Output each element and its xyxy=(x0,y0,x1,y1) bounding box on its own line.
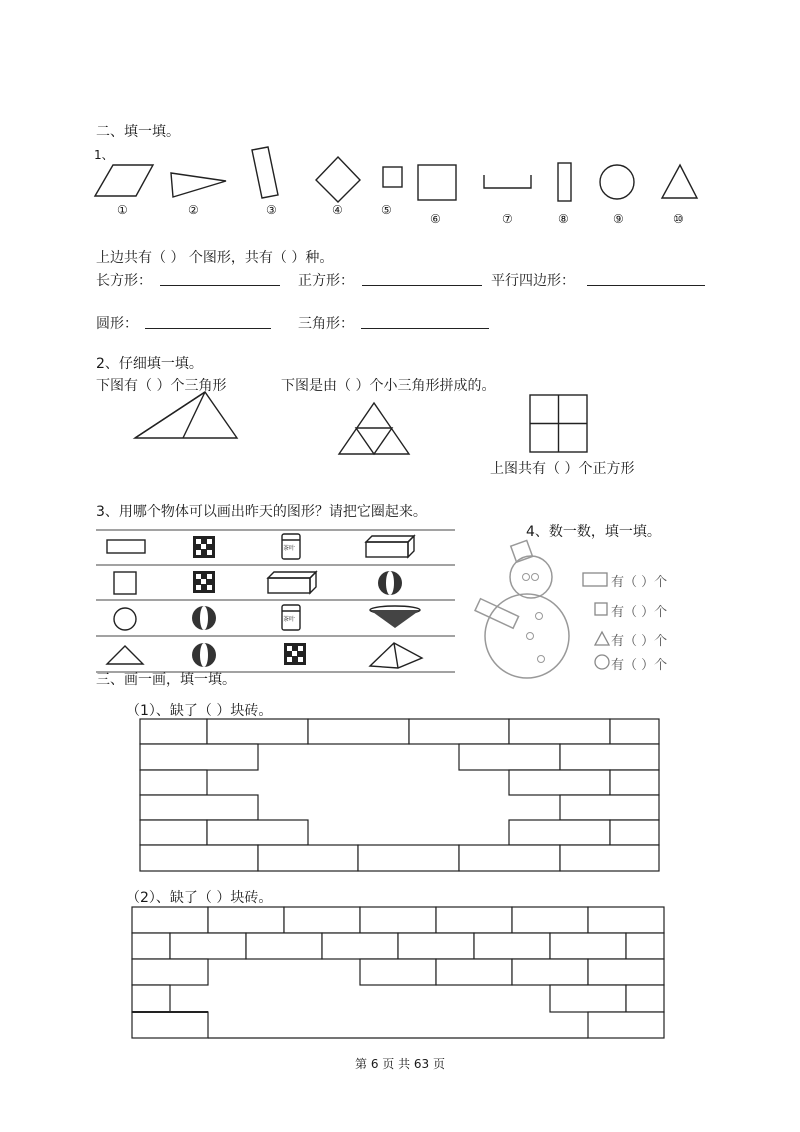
tea-can-label: 茶叶 xyxy=(283,616,296,623)
shape-label-1: ① xyxy=(117,203,128,217)
q3-heading: 3、用哪个物体可以画出昨天的图形？请把它圈起来。 xyxy=(96,504,427,520)
shape-label-10: ⑩ xyxy=(673,212,684,226)
circle-label: 圆形： xyxy=(96,316,138,332)
q2-text-b: 下图是由（ ）个小三角形拼成的。 xyxy=(281,378,496,394)
shape-label-7: ⑦ xyxy=(502,212,513,226)
q1-number: 1、 xyxy=(94,148,114,162)
shape-label-6: ⑥ xyxy=(430,212,441,226)
tea-can-label: 茶叶 xyxy=(283,545,296,552)
parallelogram-label: 平行四边形： xyxy=(491,273,575,289)
q4-heading: 4、数一数，填一填。 xyxy=(526,524,661,540)
wall-2-question: （2）、缺了（ ）块砖。 xyxy=(126,890,273,906)
rect-label: 长方形： xyxy=(96,273,152,289)
q4-row-square: 有（ ）个 xyxy=(611,605,668,620)
shape-label-8: ⑧ xyxy=(558,212,569,226)
q4-row-circle: 有（ ）个 xyxy=(611,658,668,673)
q2-text-a: 下图有（ ）个三角形 xyxy=(96,378,227,394)
page-footer: 第 6 页 共 63 页 xyxy=(355,1057,445,1071)
wall-1-question: （1）、缺了（ ）块砖。 xyxy=(126,703,273,719)
q2-text-c: 上图共有（ ）个正方形 xyxy=(490,461,635,477)
shape-label-2: ② xyxy=(188,203,199,217)
shape-label-9: ⑨ xyxy=(613,212,624,226)
q4-row-rectangle: 有（ ）个 xyxy=(611,575,668,590)
shape-label-3: ③ xyxy=(266,203,277,217)
triangle-label: 三角形： xyxy=(298,316,354,332)
q2-heading: 2、仔细填一填。 xyxy=(96,356,203,372)
section-2-heading: 二、填一填。 xyxy=(96,124,180,140)
section-3-heading: 三、画一画，填一填。 xyxy=(96,672,236,688)
shape-label-4: ④ xyxy=(332,203,343,217)
square-label: 正方形： xyxy=(298,273,354,289)
q1-count-line: 上边共有（ ） 个图形，共有（ ）种。 xyxy=(96,250,334,266)
shape-label-5: ⑤ xyxy=(381,203,392,217)
q4-row-triangle: 有（ ）个 xyxy=(611,634,668,649)
